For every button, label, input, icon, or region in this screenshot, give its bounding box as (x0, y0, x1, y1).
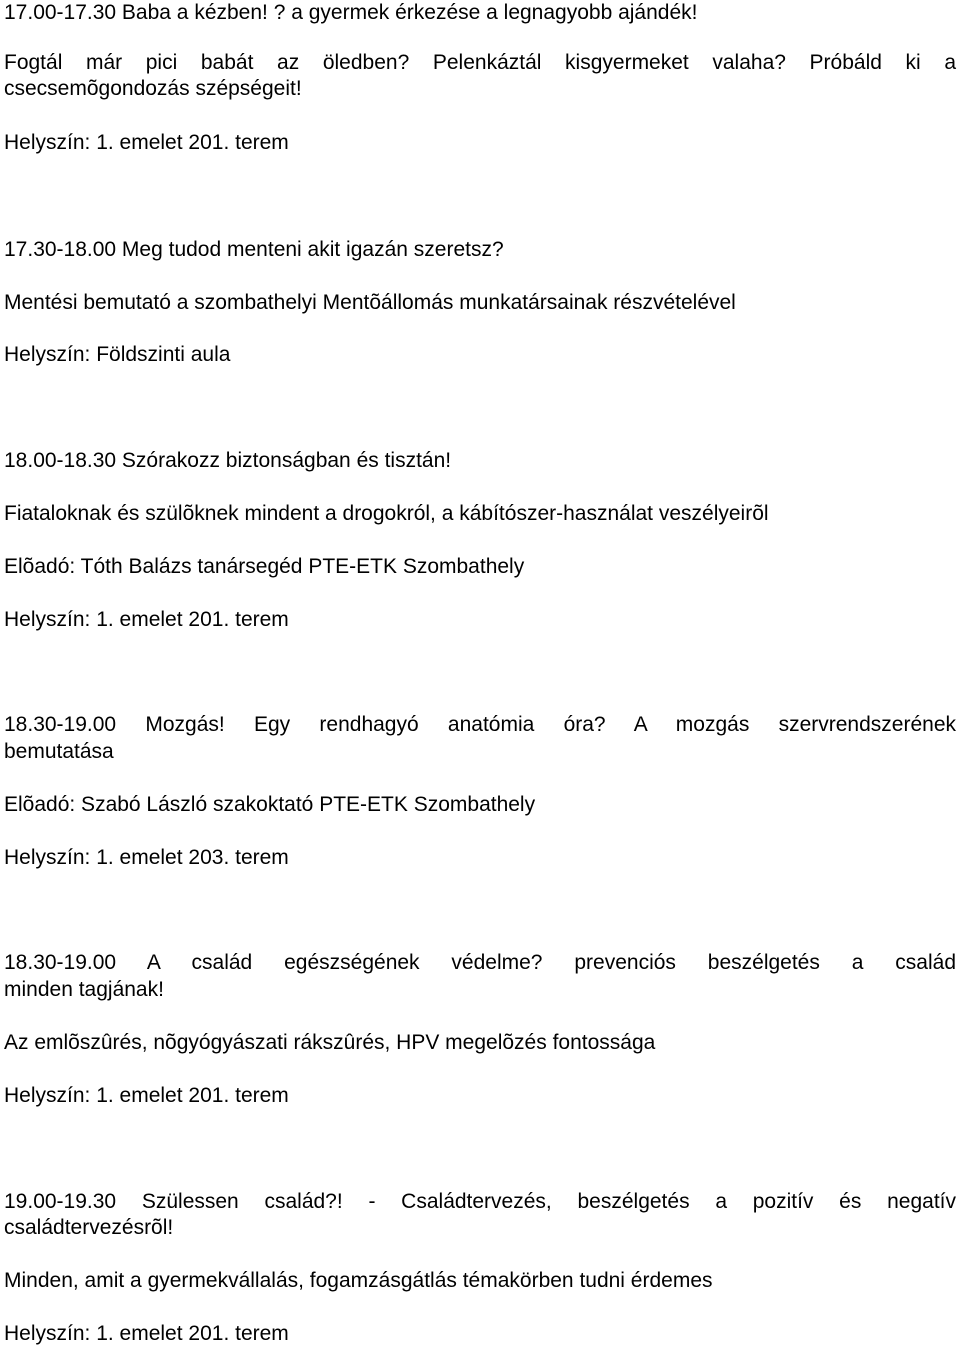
event-description: Fogtál már pici babát az öledben? Pelenkáztál kisgyermeket valaha? Próbáld ki a (4, 51, 956, 74)
event-presenter: Elõadó: Tóth Balázs tanársegéd PTE-ETK Szombathely (4, 555, 525, 578)
event-location: Helyszín: 1. emelet 201. terem (4, 608, 289, 631)
event-presenter: Elõadó: Szabó László szakoktató PTE-ETK Szombathely (4, 793, 536, 816)
event-title: 18.30-19.00 Mozgás! Egy rendhagyó anatómia óra? A mozgás szervrendszerének (4, 713, 956, 736)
event-location: Helyszín: 1. emelet 201. terem (4, 1322, 289, 1345)
event-description: Fiataloknak és szülõknek mindent a drogokról, a kábítószer-használat veszélyeirõl (4, 502, 769, 525)
event-description: Az emlõszûrés, nõgyógyászati rákszûrés, HPV megelõzés fontossága (4, 1031, 656, 1054)
event-description: Minden, amit a gyermekvállalás, fogamzásgátlás témakörben tudni érdemes (4, 1269, 713, 1292)
event-location: Helyszín: Földszinti aula (4, 343, 231, 366)
event-title: családtervezésrõl! (4, 1216, 174, 1239)
event-title: 17.00-17.30 Baba a kézben! ? a gyermek érkezése a legnagyobb ajándék! (4, 1, 698, 24)
event-title: minden tagjának! (4, 978, 164, 1001)
event-title: 18.30-19.00 A család egészségének védelme? prevenciós beszélgetés a család (4, 951, 956, 974)
event-title: bemutatása (4, 740, 114, 763)
event-location: Helyszín: 1. emelet 201. terem (4, 1084, 289, 1107)
event-description: Mentési bemutató a szombathelyi Mentõállomás munkatársainak részvételével (4, 291, 736, 314)
event-title: 19.00-19.30 Szülessen család?! - Családtervezés, beszélgetés a pozitív és negatív (4, 1190, 956, 1213)
event-description: csecsemõgondozás szépségeit! (4, 77, 302, 100)
event-title: 18.00-18.30 Szórakozz biztonságban és tisztán! (4, 449, 452, 472)
event-title: 17.30-18.00 Meg tudod menteni akit igazán szeretsz? (4, 238, 504, 261)
event-location: Helyszín: 1. emelet 201. terem (4, 131, 289, 154)
event-location: Helyszín: 1. emelet 203. terem (4, 846, 289, 869)
